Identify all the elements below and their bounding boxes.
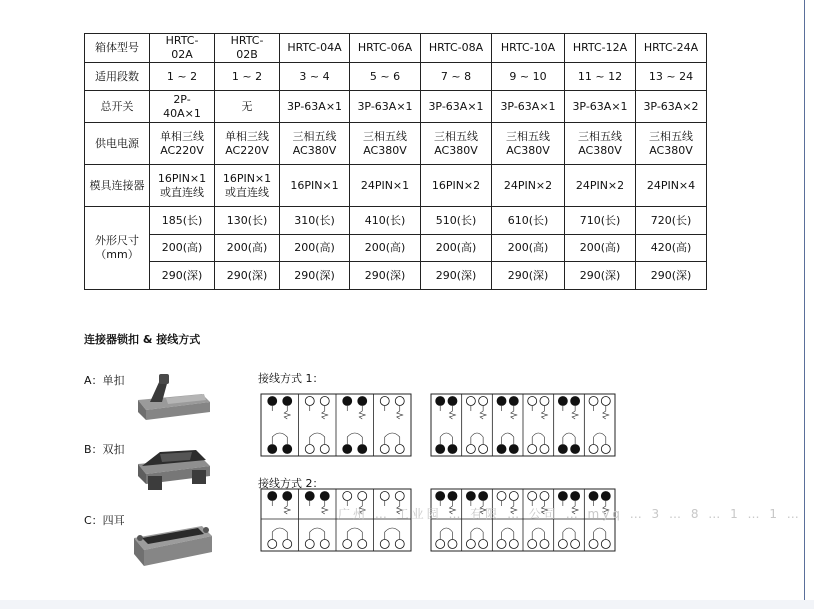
terminal-pin [509,492,518,501]
row-label: 模具连接器 [85,165,150,207]
terminal-pin [509,445,518,454]
wiring-1-24pin-diagram [430,393,616,457]
terminal-pin [448,540,457,549]
double-latch-connector-icon [130,440,216,494]
table-cell: 5 ~ 6 [350,63,421,91]
terminal-pin [283,397,292,406]
watermark: 广州 … 工业园 … 有限 … 公司 … myq … 3 … 8 … 1 … 1 … [338,507,802,521]
terminal-pin [268,445,277,454]
terminal-pin [540,492,549,501]
table-cell: 200(高) [565,235,636,262]
header-cell: HRTC-12A [565,34,636,63]
table-cell: 三相五线 AC380V [492,123,565,165]
terminal-pin [558,540,567,549]
table-cell: 410(长) [350,207,421,235]
table-row [85,123,707,165]
terminal-pin [380,540,389,549]
terminal-pin [448,397,457,406]
table-cell: 3P-63A×1 [280,91,350,123]
terminal-pin [358,492,367,501]
terminal-pin [589,492,598,501]
wiring-mode-1-label: 接线方式 1： [258,372,324,385]
terminal-pin [358,540,367,549]
table-cell: 3P-63A×1 [492,91,565,123]
terminal-pin [558,397,567,406]
table-cell: 290(深) [350,262,421,290]
table-cell: 三相五线 AC380V [280,123,350,165]
terminal-pin [558,445,567,454]
table-cell: 185(长) [150,207,215,235]
terminal-pin [343,445,352,454]
table-cell: 310(长) [280,207,350,235]
terminal-pin [571,492,580,501]
table-cell: 1 ~ 2 [150,63,215,91]
terminal-pin [343,397,352,406]
terminal-pin [540,445,549,454]
table-cell: 11 ~ 12 [565,63,636,91]
header-cell: HRTC-06A [350,34,421,63]
terminal-pin [466,540,475,549]
terminal-pin [601,492,610,501]
table-cell: 16PIN×2 [421,165,492,207]
terminal-pin [320,397,329,406]
terminal-pin [479,492,488,501]
table-cell: 24PIN×1 [350,165,421,207]
row-label: 供电电源 [85,123,150,165]
terminal-pin [589,397,598,406]
table-row [85,262,707,290]
row-label: 适用段数 [85,63,150,91]
table-cell: 1 ~ 2 [215,63,280,91]
terminal-pin [358,445,367,454]
header-cell: 箱体型号 [85,34,150,63]
table-cell: 24PIN×2 [492,165,565,207]
table-cell: 无 [215,91,280,123]
terminal-pin [540,540,549,549]
terminal-pin [528,445,537,454]
table-cell: 单相三线 AC220V [215,123,280,165]
table-cell: 7 ~ 8 [421,63,492,91]
header-cell: HRTC-24A [636,34,707,63]
terminal-pin [395,540,404,549]
terminal-pin [395,445,404,454]
table-cell: 三相五线 AC380V [421,123,492,165]
table-cell: 24PIN×4 [636,165,707,207]
table-cell: 13 ~ 24 [636,63,707,91]
page-bottom-strip [0,600,814,609]
terminal-pin [466,445,475,454]
terminal-pin [305,540,314,549]
row-label: 外形尺寸（mm） [85,207,150,290]
table-cell: 9 ~ 10 [492,63,565,91]
terminal-pin [305,397,314,406]
terminal-pin [380,445,389,454]
table-row [85,235,707,262]
terminal-pin [497,492,506,501]
connector-c-label: C：四耳 [84,514,125,527]
terminal-pin [589,540,598,549]
terminal-pin [466,492,475,501]
table-cell: 290(深) [150,262,215,290]
terminal-pin [380,492,389,501]
terminal-pin [571,445,580,454]
page-right-border [804,0,805,609]
table-cell: 三相五线 AC380V [350,123,421,165]
terminal-pin [601,397,610,406]
table-header-row [85,34,707,63]
connector-a-label: A：单扣 [84,374,125,387]
terminal-pin [497,540,506,549]
terminal-pin [320,540,329,549]
terminal-pin [436,445,445,454]
terminal-pin [395,397,404,406]
terminal-pin [268,540,277,549]
terminal-pin [305,492,314,501]
terminal-pin [395,492,404,501]
terminal-pin [528,540,537,549]
terminal-pin [479,540,488,549]
table-cell: 200(高) [150,235,215,262]
table-cell: 200(高) [350,235,421,262]
table-row [85,165,707,207]
terminal-pin [268,397,277,406]
table-cell: 710(长) [565,207,636,235]
connector-b-label: B：双扣 [84,443,125,456]
terminal-pin [448,492,457,501]
table-cell: 24PIN×2 [565,165,636,207]
header-cell: HRTC-02A [150,34,215,63]
terminal-pin [571,397,580,406]
spec-table [84,33,707,290]
terminal-pin [358,397,367,406]
terminal-pin [497,397,506,406]
table-cell: 200(高) [421,235,492,262]
table-cell: 3P-63A×1 [421,91,492,123]
table-cell: 290(深) [215,262,280,290]
row-label: 总开关 [85,91,150,123]
terminal-pin [497,445,506,454]
table-cell: 三相五线 AC380V [636,123,707,165]
table-cell: 200(高) [215,235,280,262]
table-cell: 16PIN×1 或直连线 [150,165,215,207]
terminal-pin [283,445,292,454]
wiring-1-16pin-diagram [260,393,412,457]
table-cell: 16PIN×1 或直连线 [215,165,280,207]
section-title: 连接器锁扣 & 接线方式 [84,333,201,346]
terminal-pin [558,492,567,501]
table-cell: 720(长) [636,207,707,235]
header-cell: HRTC-10A [492,34,565,63]
terminal-pin [320,492,329,501]
table-cell: 290(深) [280,262,350,290]
table-cell: 510(长) [421,207,492,235]
table-cell: 290(深) [636,262,707,290]
terminal-pin [601,540,610,549]
terminal-pin [283,492,292,501]
table-row [85,207,707,235]
terminal-pin [479,445,488,454]
terminal-pin [571,540,580,549]
terminal-pin [343,492,352,501]
table-cell: 290(深) [565,262,636,290]
wiring-mode-2-label: 接线方式 2： [258,477,324,490]
terminal-pin [283,540,292,549]
table-cell: 16PIN×1 [280,165,350,207]
table-cell: 420(高) [636,235,707,262]
terminal-pin [320,445,329,454]
table-row [85,91,707,123]
table-row [85,63,707,91]
terminal-pin [305,445,314,454]
terminal-pin [509,540,518,549]
table-cell: 3P-63A×1 [350,91,421,123]
four-ear-connector-icon [128,510,218,570]
table-cell: 290(深) [492,262,565,290]
table-cell: 290(深) [421,262,492,290]
terminal-pin [540,397,549,406]
table-cell: 3P-63A×1 [565,91,636,123]
terminal-pin [466,397,475,406]
terminal-pin [589,445,598,454]
single-latch-connector-icon [132,372,214,424]
terminal-pin [479,397,488,406]
terminal-pin [601,445,610,454]
table-cell: 200(高) [280,235,350,262]
terminal-pin [436,492,445,501]
terminal-pin [528,397,537,406]
table-cell: 3P-63A×2 [636,91,707,123]
terminal-pin [380,397,389,406]
table-cell: 三相五线 AC380V [565,123,636,165]
terminal-pin [528,492,537,501]
header-cell: HRTC-04A [280,34,350,63]
terminal-pin [509,397,518,406]
terminal-pin [448,445,457,454]
table-cell: 610(长) [492,207,565,235]
table-cell: 单相三线 AC220V [150,123,215,165]
table-cell: 2P-40A×1 [150,91,215,123]
table-cell: 130(长) [215,207,280,235]
terminal-pin [343,540,352,549]
terminal-pin [436,397,445,406]
table-cell: 200(高) [492,235,565,262]
header-cell: HRTC-08A [421,34,492,63]
table-cell: 3 ~ 4 [280,63,350,91]
header-cell: HRTC-02B [215,34,280,63]
terminal-pin [268,492,277,501]
terminal-pin [436,540,445,549]
